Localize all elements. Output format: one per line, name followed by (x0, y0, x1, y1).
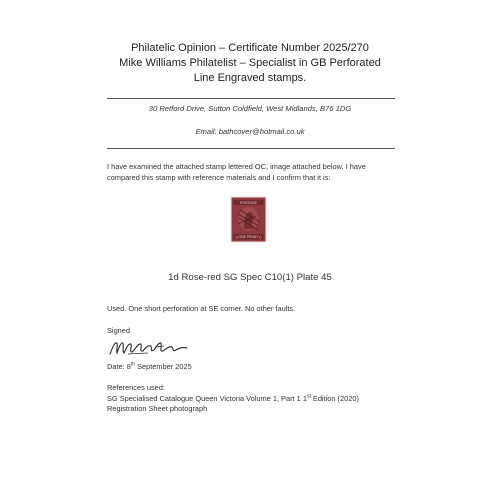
reference-catalogue (107, 394, 359, 404)
reference-catalogue-rest: Edition (2020) (310, 394, 359, 403)
stamp-corner-letter-right: C (259, 235, 262, 240)
stamp-corner-letter-left: O (235, 235, 239, 240)
address-line: 30 Retford Drive, Sutton Coldfield, West Midlands, B76 1DG (148, 104, 352, 113)
references-heading: References used: (107, 383, 165, 392)
examination-statement: I have examined the attached stamp lettered OC, image attached below. I have compared this stamp with reference materials and I confirm that it is: (107, 162, 366, 182)
stamp-bottom-text: ONE PENNY (238, 235, 259, 240)
date-rest: September 2025 (135, 362, 192, 371)
date-prefix: Date: 8 (107, 362, 131, 371)
stamp-top-text: POSTAGE (239, 200, 258, 205)
reference-catalogue-prefix: SG Specialised Catalogue Queen Victoria Volume 1, Part 1 1 (107, 394, 307, 403)
certificate-date (107, 362, 192, 372)
stamp-identification: 1d Rose-red SG Spec C10(1) Plate 45 (168, 272, 332, 283)
header-divider (107, 98, 395, 99)
handwritten-signature (108, 337, 190, 359)
stamp-image (230, 196, 267, 243)
contact-divider (107, 148, 395, 149)
reference-edition-ordinal: st (306, 393, 311, 400)
reference-registration-sheet: Registration Sheet photograph (107, 404, 208, 413)
signed-label: Signed (107, 326, 131, 335)
header-specialist-line: Mike Williams Philatelist – Specialist in GB Perforated (119, 57, 381, 69)
header-specialty-line: Line Engraved stamps. (193, 72, 307, 84)
date-ordinal: th (130, 361, 136, 368)
email-line: Email: bathcover@hotmail.co.uk (195, 127, 305, 136)
header-title-line: Philatelic Opinion – Certificate Number 2025/270 (131, 42, 369, 54)
certificate-header (100, 41, 400, 86)
condition-note: Used. One short perforation at SE corner. No other faults. (107, 304, 296, 313)
